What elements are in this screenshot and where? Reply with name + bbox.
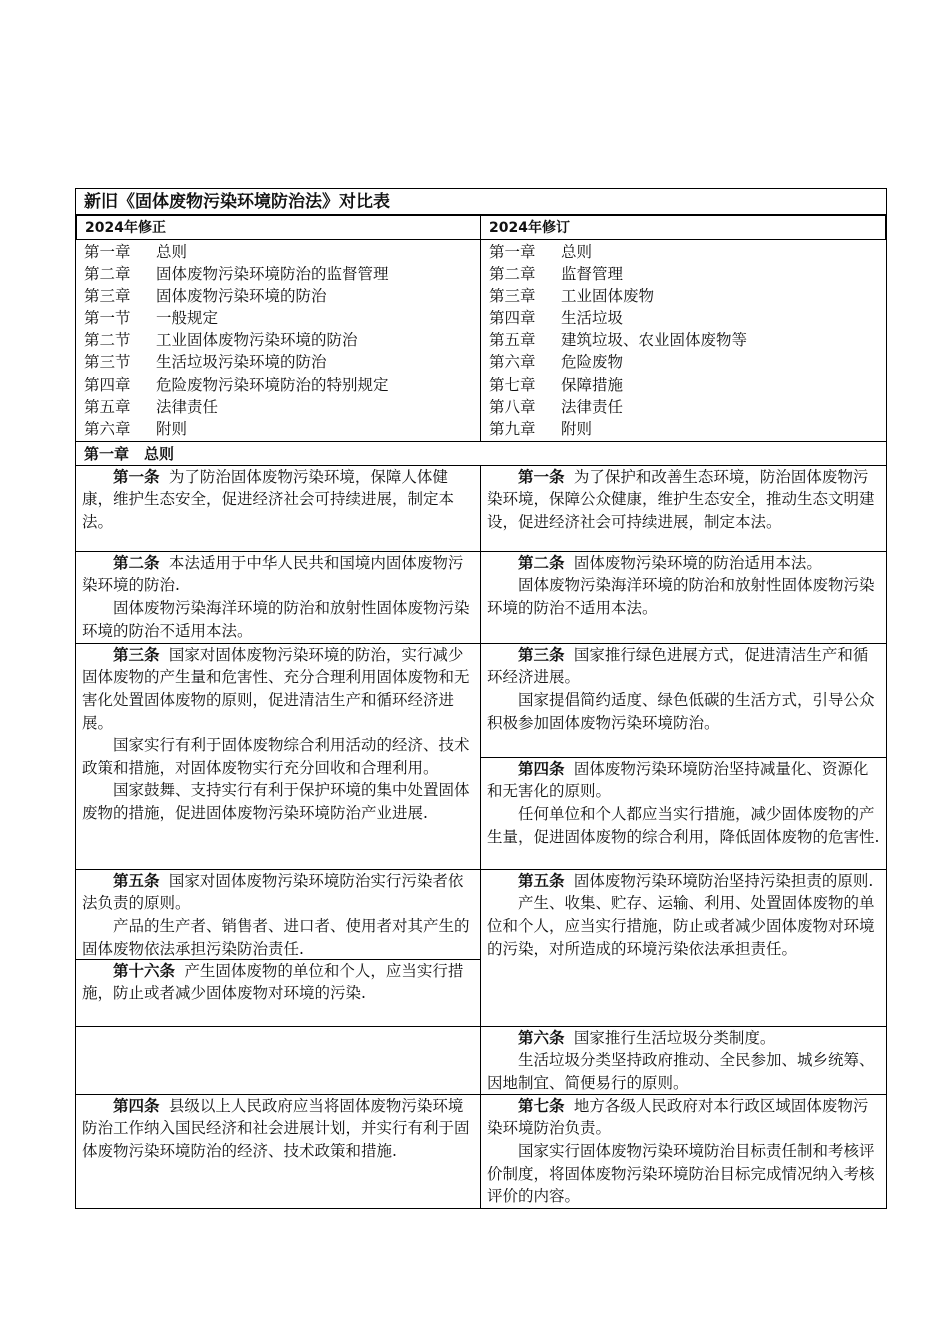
toc-item: 第一章 总则 [84,243,188,261]
table-title: 新旧《固体废物污染环境防治法》对比表 [75,188,887,214]
toc-item: 第六章 危险废物 [489,353,624,372]
comparison-table [75,188,887,1209]
right-toc [481,239,887,441]
old-article: 第一条 为了防治固体废物污染环境，保障人体健康，维护生态安全，促进经济社会可持续进展，制定本法。 [75,465,481,551]
old-article: 第十六条 产生固体废物的单位和个人，应当实行措施，防止或者减少固体废物对环境的污染. [76,959,480,1005]
new-article: 第七条 地方各级人民政府对本行政区域固体废物污染环境防治负责。 国家实行固体废物污染环境防治目标责任制和考核评价制度，将固体废物污染环境防治目标完成情况纳入考核评价的内容。 [481,1094,887,1208]
left-column-header: 2024年修正 [76,215,481,239]
toc-item: 第二节 工业固体废物污染环境的防治 [84,331,358,350]
toc-item: 第九章 附则 [489,419,593,438]
table-row [75,869,887,1026]
toc-item: 第五章 法律责任 [84,397,219,416]
table-of-contents-row [75,239,887,441]
toc-item: 第四章 生活垃圾 [489,309,624,328]
toc-item: 第二章 监督管理 [489,265,624,284]
toc-item: 第三节 生活垃圾污染环境的防治 [84,353,327,372]
new-article: 第四条 固体废物污染环境防治坚持减量化、资源化和无害化的原则。 任何单位和个人都应当实行措施，减少固体废物的产生量，促进固体废物的综合利用，降低固体废物的危害性. [481,757,886,848]
new-article-group [481,643,887,869]
table-row [75,465,887,551]
toc-item: 第七章 保障措施 [489,375,624,394]
new-article: 第二条 固体废物污染环境的防治适用本法。 固体废物污染海洋环境的防治和放射性固体废物污染环境的防治不适用本法。 [481,551,887,643]
table-row [75,551,887,643]
old-article-empty [75,1026,481,1094]
table-row [75,1026,887,1094]
new-article: 第三条 国家推行绿色进展方式，促进清洁生产和循环经济进展。 国家提倡简约适度、绿色低碳的生活方式，引导公众积极参加固体废物污染环境防治。 [487,645,875,732]
toc-item: 第六章 附则 [84,419,188,438]
toc-item: 第八章 法律责任 [489,397,624,416]
left-toc [75,239,481,441]
toc-item: 第二章 固体废物污染环境防治的监督管理 [84,265,389,284]
toc-item: 第三章 工业固体废物 [489,287,655,306]
toc-item: 第一节 一般规定 [84,309,219,328]
toc-item: 第一章 总则 [489,243,593,261]
new-article: 第六条 国家推行生活垃圾分类制度。 生活垃圾分类坚持政府推动、全民参加、城乡统筹、因地制宜、简便易行的原则。 [481,1026,887,1094]
table-row [75,643,887,869]
old-article: 第三条 国家对固体废物污染环境的防治，实行减少固体废物的产生量和危害性、充分合理利用固体废物和无害化处置固体废物的原则，促进清洁生产和循环经济进展。 国家实行有利于固体废物综合利用活动的经济、技术政策和措施，对固体废物实行充分回收和合理利用。 国家鼓舞、支持实行有利于保护环境的集中处置固体废物的措施，促进固体废物污染环境防治产业进展. [75,643,481,869]
right-column-header: 2024年修订 [481,215,886,239]
toc-item: 第五章 建筑垃圾、农业固体废物等 [489,331,748,350]
old-article: 第四条 县级以上人民政府应当将固体废物污染环境防治工作纳入国民经济和社会进展计划，并实行有利于固体废物污染环境防治的经济、技术政策和措施. [75,1094,481,1208]
toc-item: 第三章 固体废物污染环境的防治 [84,287,327,306]
new-article: 第一条 为了保护和改善生态环境，防治固体废物污染环境，保障公众健康，维护生态安全，推动生态文明建设，促进经济社会可持续进展，制定本法。 [481,465,887,551]
old-article: 第五条 国家对固体废物污染环境防治实行污染者依法负责的原则。 产品的生产者、销售者、进口者、使用者对其产生的固体废物依法承担污染防治责任. [82,871,470,958]
old-article-group [75,869,481,1026]
chapter-heading: 第一章 总则 [75,441,887,465]
column-headers [75,214,887,239]
toc-item: 第四章 危险废物污染环境防治的特别规定 [84,375,389,394]
new-article: 第五条 固体废物污染环境防治坚持污染担责的原则. 产生、收集、贮存、运输、利用、处置固体废物的单位和个人，应当实行措施，防止或者减少固体废物对环境的污染，对所造成的环境污染依法承担责任。 [481,869,887,1026]
table-row [75,1094,887,1209]
old-article: 第二条 本法适用于中华人民共和国境内固体废物污染环境的防治. 固体废物污染海洋环境的防治和放射性固体废物污染环境的防治不适用本法。 [75,551,481,643]
